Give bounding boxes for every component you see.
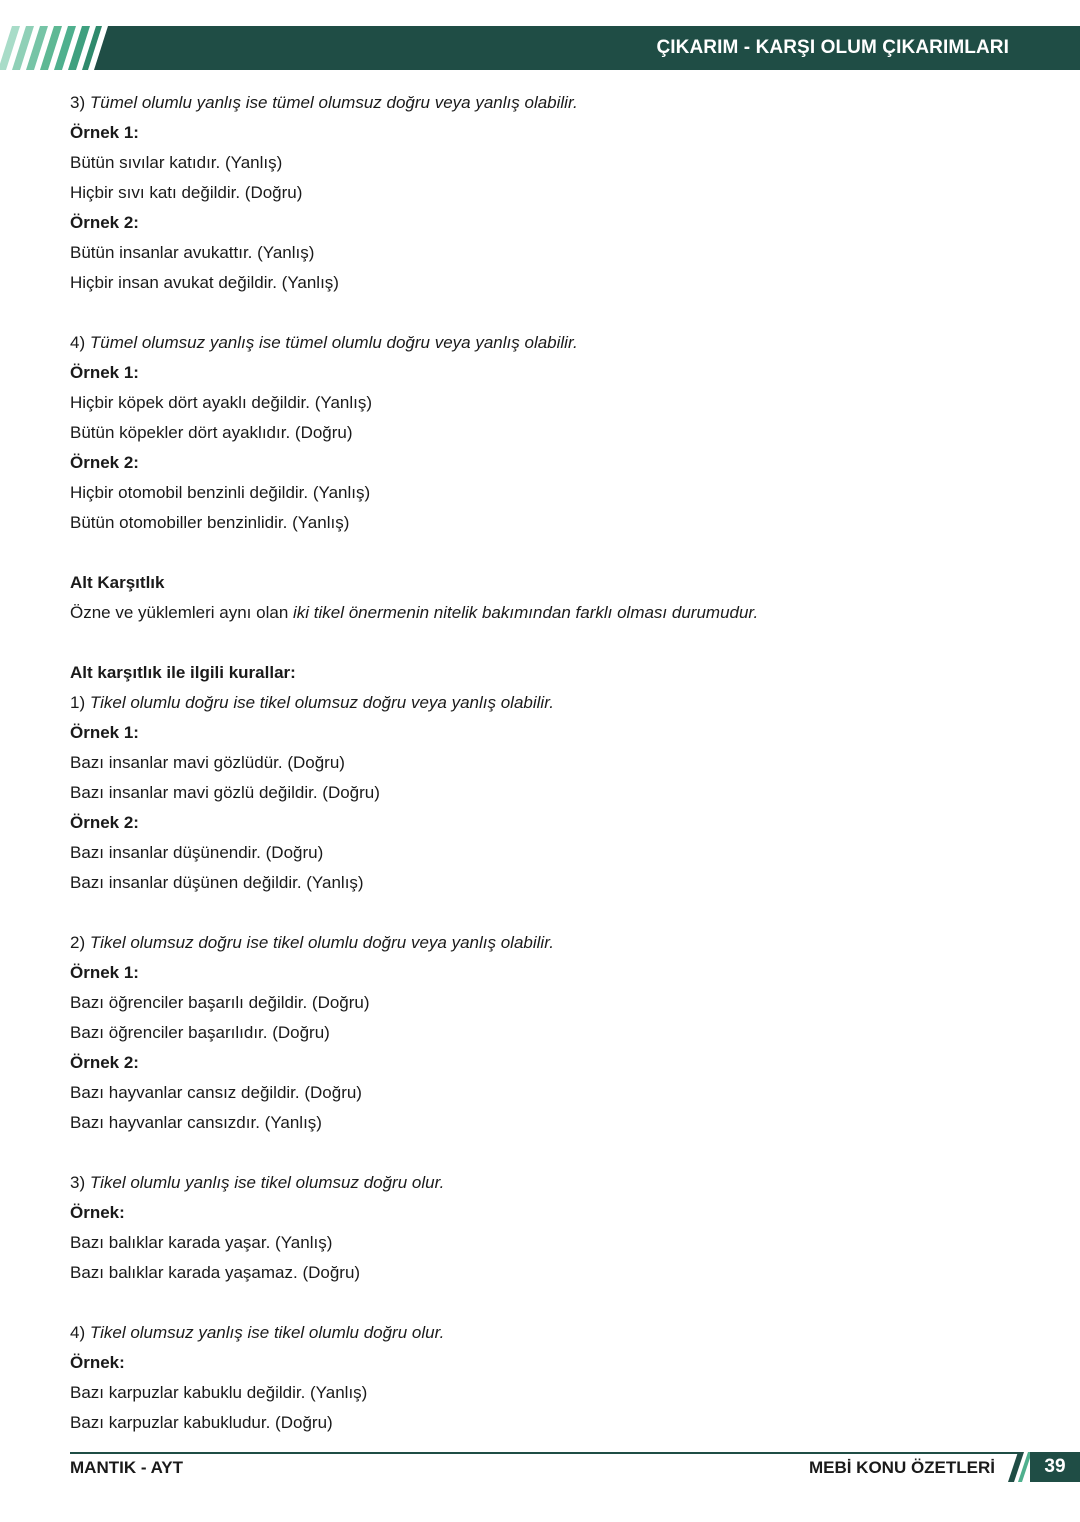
rule-text: Tikel olumlu doğru ise tikel olumsuz doğru veya yanlış olabilir.	[89, 693, 554, 712]
rule-text: Tümel olumlu yanlış ise tümel olumsuz doğru veya yanlış olabilir.	[89, 93, 578, 112]
rule-line	[70, 928, 1030, 958]
rule-number: 4)	[70, 1323, 86, 1342]
rule-line	[70, 328, 1030, 358]
example-sentence: Bazı insanlar düşünendir. (Doğru)	[70, 843, 324, 862]
definition-plain: Özne ve yüklemleri aynı olan	[70, 603, 293, 622]
example-label: Örnek 1:	[70, 963, 139, 982]
example-sentence: Bazı insanlar düşünen değildir. (Yanlış)	[70, 873, 364, 892]
rule-text: Tümel olumsuz yanlış ise tümel olumlu doğru veya yanlış olabilir.	[89, 333, 578, 352]
example-label: Örnek 2:	[70, 1053, 139, 1072]
example-sentence: Bazı insanlar mavi gözlü değildir. (Doğru)	[70, 783, 380, 802]
rule-line	[70, 1318, 1030, 1348]
example-sentence: Hiçbir sıvı katı değildir. (Doğru)	[70, 183, 303, 202]
footer-series-label: MEBİ KONU ÖZETLERİ	[808, 1458, 995, 1477]
example-label: Örnek 1:	[70, 363, 139, 382]
header-title: ÇIKARIM - KARŞI OLUM ÇIKARIMLARI	[656, 37, 1009, 58]
rule-line	[70, 1168, 1030, 1198]
rule-number: 1)	[70, 693, 86, 712]
example-label: Örnek 2:	[70, 813, 139, 832]
rules-heading: Alt karşıtlık ile ilgili kurallar:	[70, 663, 296, 682]
rule-number: 2)	[70, 933, 86, 952]
example-sentence: Bazı öğrenciler başarılıdır. (Doğru)	[70, 1023, 330, 1042]
example-sentence: Hiçbir otomobil benzinli değildir. (Yanlış)	[70, 483, 371, 502]
example-label: Örnek 2:	[70, 453, 139, 472]
example-label: Örnek 1:	[70, 723, 139, 742]
rule-text: Tikel olumsuz doğru ise tikel olumlu doğru veya yanlış olabilir.	[89, 933, 554, 952]
section-heading: Alt Karşıtlık	[70, 573, 165, 592]
header-bar	[0, 26, 1080, 70]
example-sentence: Bazı öğrenciler başarılı değildir. (Doğru)	[70, 993, 370, 1012]
example-sentence: Bazı hayvanlar cansız değildir. (Doğru)	[70, 1083, 362, 1102]
example-sentence: Bazı hayvanlar cansızdır. (Yanlış)	[70, 1113, 322, 1132]
definition-italic: iki tikel önermenin nitelik bakımından farklı olması durumudur.	[293, 603, 759, 622]
example-sentence: Bütün otomobiller benzinlidir. (Yanlış)	[70, 513, 350, 532]
rule-line	[70, 88, 1030, 118]
example-label: Örnek 1:	[70, 123, 139, 142]
footer-slash-graphic	[1008, 1452, 1032, 1482]
rule-number: 3)	[70, 1173, 86, 1192]
definition-line	[70, 598, 1030, 628]
example-label: Örnek:	[70, 1353, 125, 1372]
example-sentence: Bazı balıklar karada yaşar. (Yanlış)	[70, 1233, 333, 1252]
example-sentence: Bazı karpuzlar kabuklu değildir. (Yanlış)	[70, 1383, 368, 1402]
example-label: Örnek 2:	[70, 213, 139, 232]
rule-line	[70, 688, 1030, 718]
footer-course-label: MANTIK - AYT	[70, 1458, 184, 1477]
page-content	[70, 88, 1030, 1438]
rule-text: Tikel olumlu yanlış ise tikel olumsuz doğru olur.	[89, 1173, 445, 1192]
example-sentence: Bütün sıvılar katıdır. (Yanlış)	[70, 153, 283, 172]
example-sentence: Bazı balıklar karada yaşamaz. (Doğru)	[70, 1263, 361, 1282]
example-sentence: Hiçbir köpek dört ayaklı değildir. (Yanlış)	[70, 393, 373, 412]
example-sentence: Bazı karpuzlar kabukludur. (Doğru)	[70, 1413, 333, 1432]
example-sentence: Hiçbir insan avukat değildir. (Yanlış)	[70, 273, 339, 292]
rule-text: Tikel olumsuz yanlış ise tikel olumlu doğru olur.	[89, 1323, 445, 1342]
example-label: Örnek:	[70, 1203, 125, 1222]
rule-number: 4)	[70, 333, 86, 352]
page-number: 39	[1030, 1452, 1080, 1482]
example-sentence: Bazı insanlar mavi gözlüdür. (Doğru)	[70, 753, 345, 772]
example-sentence: Bütün köpekler dört ayaklıdır. (Doğru)	[70, 423, 353, 442]
footer-divider	[70, 1452, 1022, 1454]
rule-number: 3)	[70, 93, 86, 112]
example-sentence: Bütün insanlar avukattır. (Yanlış)	[70, 243, 315, 262]
